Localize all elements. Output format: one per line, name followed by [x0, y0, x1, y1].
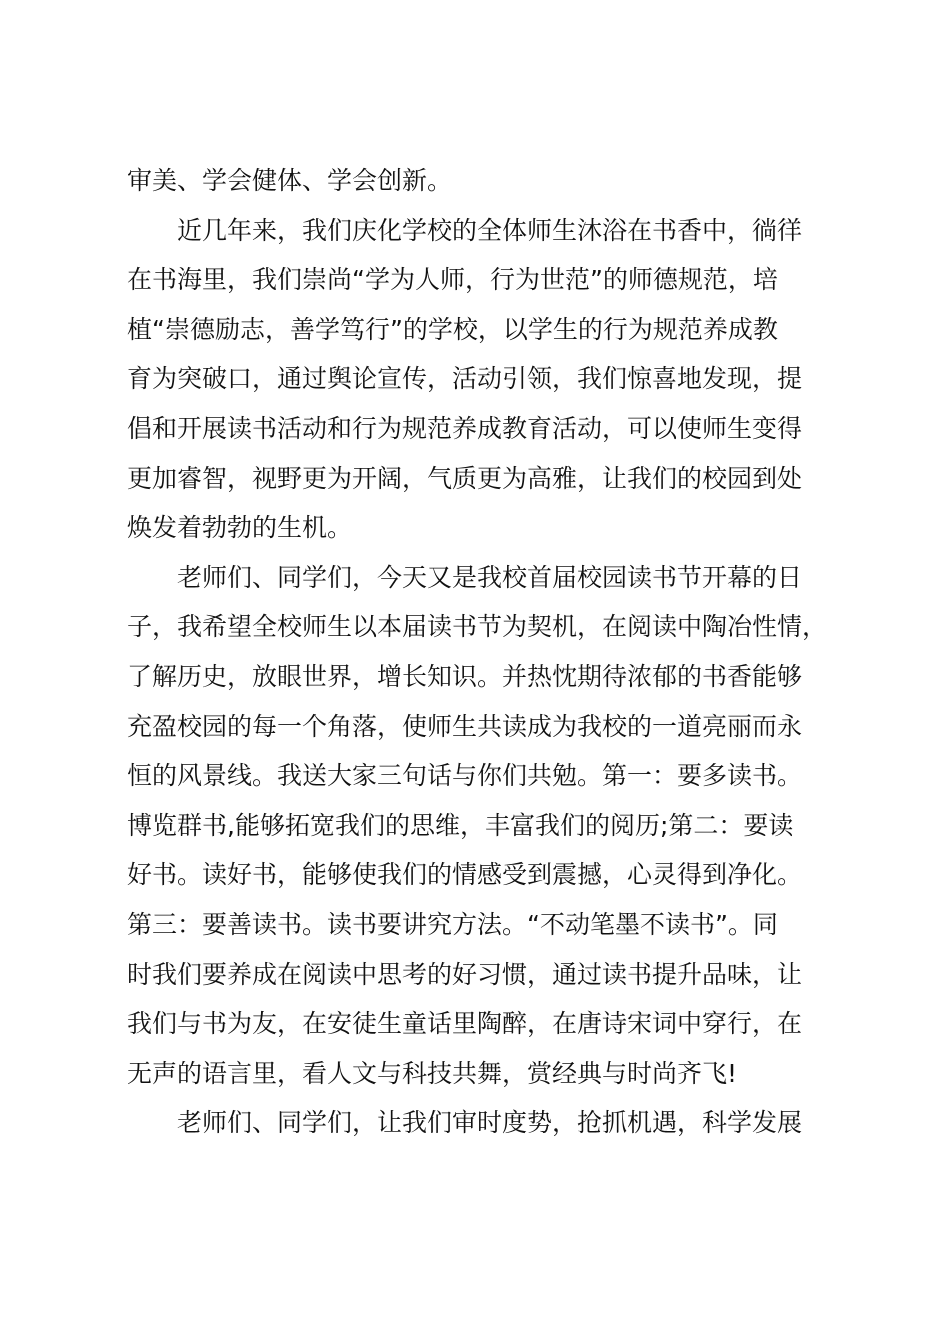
text-line: 无声的语言里，看人文与科技共舞，赏经典与时尚齐飞! [127, 1058, 738, 1088]
text-line: 老师们、同学们，让我们审时度势，抢抓机遇，科学发展 [177, 1108, 803, 1138]
text-line: 了解历史，放眼世界，增长知识。并热忱期待浓郁的书香能够 [127, 661, 803, 691]
text-line: 审美、学会健体、学会创新。 [127, 166, 453, 195]
text-line: 育为突破口，通过舆论宣传，活动引领，我们惊喜地发现，提 [127, 364, 803, 394]
text-line: 子，我希望全校师生以本届读书节为契机，在阅读中陶冶性情， [127, 612, 828, 642]
text-line: 焕发着勃勃的生机。 [127, 513, 353, 543]
text-line: 好书。读好书，能够使我们的情感受到震撼，心灵得到净化。 [127, 860, 803, 890]
body-text [127, 156, 847, 1148]
text-line: 倡和开展读书活动和行为规范养成教育活动，可以使师生变得 [127, 413, 803, 443]
text-line: 植“崇德励志，善学笃行”的学校，以学生的行为规范养成教 [127, 314, 778, 344]
text-line: 时我们要养成在阅读中思考的好习惯，通过读书提升品味，让 [127, 959, 803, 989]
text-line: 老师们、同学们，今天又是我校首届校园读书节开幕的日 [177, 562, 803, 592]
text-line: 近几年来，我们庆化学校的全体师生沐浴在书香中，徜徉 [177, 215, 803, 245]
text-line: 恒的风景线。我送大家三句话与你们共勉。第一：要多读书。 [127, 761, 803, 791]
text-line: 我们与书为友，在安徒生童话里陶醉，在唐诗宋词中穿行，在 [127, 1009, 803, 1039]
text-line: 博览群书,能够拓宽我们的思维，丰富我们的阅历;第二：要读 [127, 810, 794, 840]
text-line: 第三：要善读书。读书要讲究方法。“不动笔墨不读书”。同 [127, 909, 778, 939]
text-line: 在书海里，我们崇尚“学为人师，行为世范”的师德规范，培 [127, 265, 778, 295]
text-line: 更加睿智，视野更为开阔，气质更为高雅，让我们的校园到处 [127, 463, 803, 493]
text-line: 充盈校园的每一个角落，使师生共读成为我校的一道亮丽而永 [127, 711, 803, 741]
